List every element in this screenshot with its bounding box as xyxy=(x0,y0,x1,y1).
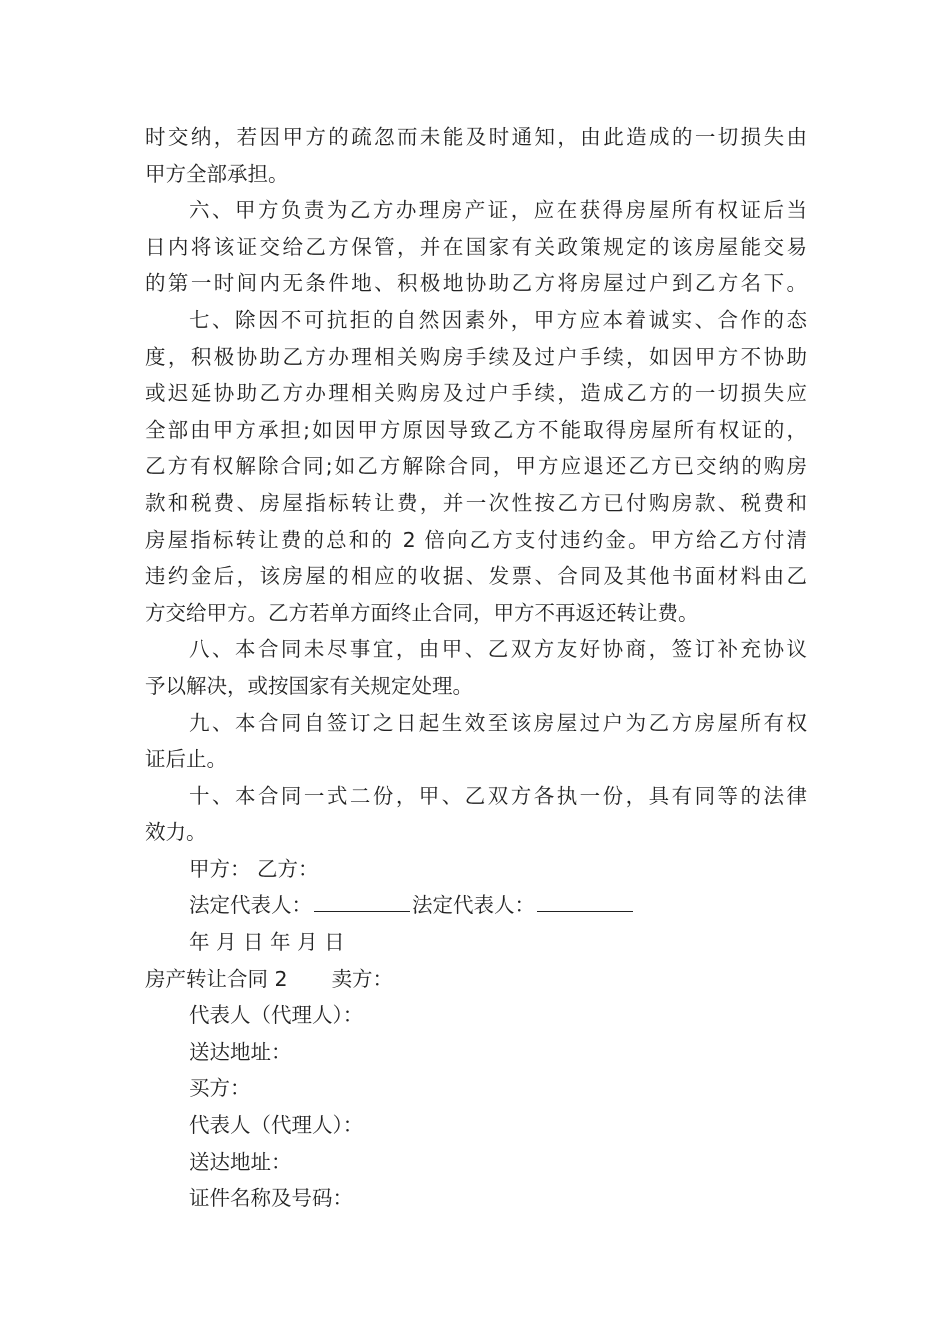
contract2-field: 代表人（代理人）： xyxy=(189,1113,364,1138)
text-line: 效力。 xyxy=(145,820,207,845)
legal-rep-label-b: 法定代表人： xyxy=(412,893,535,918)
contract2-field: 送达地址： xyxy=(189,1039,292,1064)
text-line: 全部由甲方承担;如因甲方原因导致乙方不能取得房屋所有权证的， xyxy=(145,417,807,442)
signature-blank-a xyxy=(314,889,410,912)
text-line: 日内将该证交给乙方保管，并在国家有关政策规定的该房屋能交易 xyxy=(145,234,807,259)
contract2-field: 买方： xyxy=(189,1076,251,1101)
clause-seven-line: 七、除因不可抗拒的自然因素外，甲方应本着诚实、合作的态 xyxy=(189,307,807,332)
signature-date-line: 年 月 日 年 月 日 xyxy=(189,930,345,955)
contract2-field: 代表人（代理人）： xyxy=(189,1003,364,1028)
contract2-header xyxy=(145,961,807,998)
signature-blank-b xyxy=(537,889,633,912)
text-line: 甲方全部承担。 xyxy=(145,161,289,186)
contract2-field: 送达地址： xyxy=(189,1149,292,1174)
text-line: 时交纳，若因甲方的疏忽而未能及时通知，由此造成的一切损失由 xyxy=(145,125,807,149)
legal-representative-line xyxy=(145,887,807,924)
text-line: 或迟延协助乙方办理相关购房及过户手续，造成乙方的一切损失应 xyxy=(145,381,807,406)
text-line: 的第一时间内无条件地、积极地协助乙方将房屋过户到乙方名下。 xyxy=(145,271,807,296)
text-line: 房屋指标转让费的总和的 2 倍向乙方支付违约金。甲方给乙方付清 xyxy=(145,527,807,552)
text-line: 方交给甲方。乙方若单方面终止合同，甲方不再返还转让费。 xyxy=(145,600,699,625)
clause-ten-line: 十、本合同一式二份，甲、乙双方各执一份，具有同等的法律 xyxy=(189,783,807,808)
text-line: 违约金后，该房屋的相应的收据、发票、合同及其他书面材料由乙 xyxy=(145,564,807,589)
legal-rep-label-a: 法定代表人： xyxy=(189,893,312,918)
text-line: 度，积极协助乙方办理相关购房手续及过户手续，如因甲方不协助 xyxy=(145,344,807,369)
signature-parties: 甲方： 乙方： xyxy=(189,856,319,881)
clause-eight-line: 八、本合同未尽事宜，由甲、乙双方友好协商，签订补充协议 xyxy=(189,637,807,662)
text-line: 款和税费、房屋指标转让费，并一次性按乙方已付购房款、税费和 xyxy=(145,490,807,515)
clause-nine-line: 九、本合同自签订之日起生效至该房屋过户为乙方房屋所有权 xyxy=(189,710,807,735)
seller-label: 卖方： xyxy=(331,966,394,991)
text-line: 乙方有权解除合同;如乙方解除合同，甲方应退还乙方已交纳的购房 xyxy=(145,454,807,479)
contract2-title: 房产转让合同 2 xyxy=(145,966,288,991)
contract2-field: 证件名称及号码： xyxy=(189,1186,353,1211)
text-line: 予以解决，或按国家有关规定处理。 xyxy=(145,673,473,698)
text-line: 证后止。 xyxy=(145,747,227,772)
clause-six-line: 六、甲方负责为乙方办理房产证，应在获得房屋所有权证后当 xyxy=(189,198,807,223)
document-body xyxy=(145,119,807,1217)
